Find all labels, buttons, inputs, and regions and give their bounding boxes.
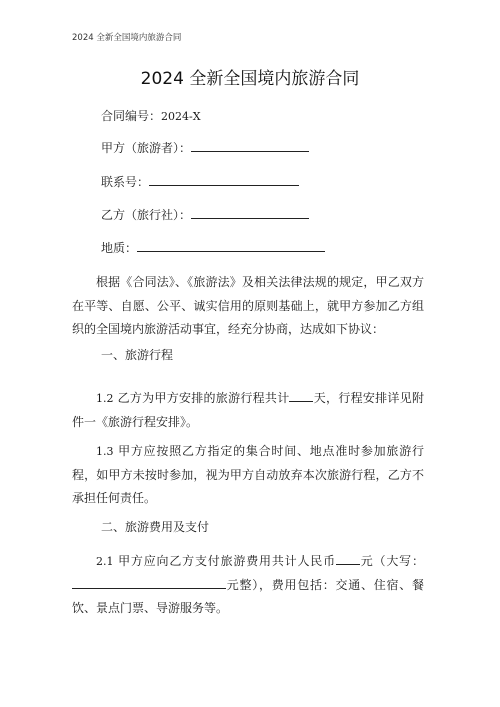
contract-number-label: 合同编号： (101, 109, 162, 123)
address-line (101, 240, 325, 256)
clause-2-1 (72, 550, 424, 621)
clause-1-3 (72, 440, 424, 511)
contact-label: 联系号： (101, 175, 150, 189)
party-b-label: 乙方（旅行社）： (101, 208, 192, 222)
party-b-blank[interactable] (191, 207, 309, 219)
party-a-line (101, 140, 309, 156)
party-b-line (101, 207, 309, 223)
amount-blank[interactable] (336, 553, 360, 565)
clause-2-1-text-c: 元整），费用包括：交通、住宿、餐饮、景点门票、导游服务等。 (72, 577, 424, 615)
address-blank[interactable] (137, 240, 325, 252)
clause-1-3-number: 1.3 (96, 445, 114, 458)
intro-paragraph: 根据《合同法》、《旅游法》及相关法律法规的规定，甲乙双方在平等、自愿、公平、诚实信用的原则基础上，就甲方参加乙方组织的全国境内旅游活动事宜，经充分协商，达成如下协议： (72, 275, 424, 336)
section-2-heading: 二、旅游费用及支付 (101, 520, 210, 534)
clause-2-1-text-b: 元（大写： (359, 554, 424, 568)
clause-1-2-text-b: 天，行程安排详见附件一《旅游行程安排》。 (72, 391, 424, 429)
clause-2-1-number: 2.1 (96, 555, 114, 568)
contract-number-value: 2024-X (161, 110, 201, 123)
contact-blank[interactable] (149, 174, 299, 186)
contract-number-line (101, 108, 201, 125)
clause-2-1-text-a: 甲方应向乙方支付旅游费用共计人民币 (113, 554, 336, 568)
party-a-blank[interactable] (191, 140, 309, 152)
clause-1-2-number: 1.2 (96, 392, 114, 405)
clause-1-3-text: 甲方应按照乙方指定的集合时间、地点准时参加旅游行程，如甲方未按时参加，视为甲方自动放弃本次旅游行程，乙方不承担任何责任。 (72, 444, 424, 505)
party-a-label: 甲方（旅游者）： (101, 141, 192, 155)
address-label: 地质： (101, 241, 138, 255)
document-title: 2024 全新全国境内旅游合同 (140, 69, 360, 89)
contact-line (101, 174, 299, 190)
section-1-heading: 一、旅游行程 (101, 348, 174, 362)
clause-1-2 (72, 387, 424, 434)
days-blank[interactable] (289, 390, 313, 402)
clause-1-2-text-a: 乙方为甲方安排的旅游行程共计 (113, 391, 290, 405)
amount-words-blank[interactable] (72, 577, 226, 589)
running-header: 2024 全新全国境内旅游合同 (72, 33, 182, 43)
